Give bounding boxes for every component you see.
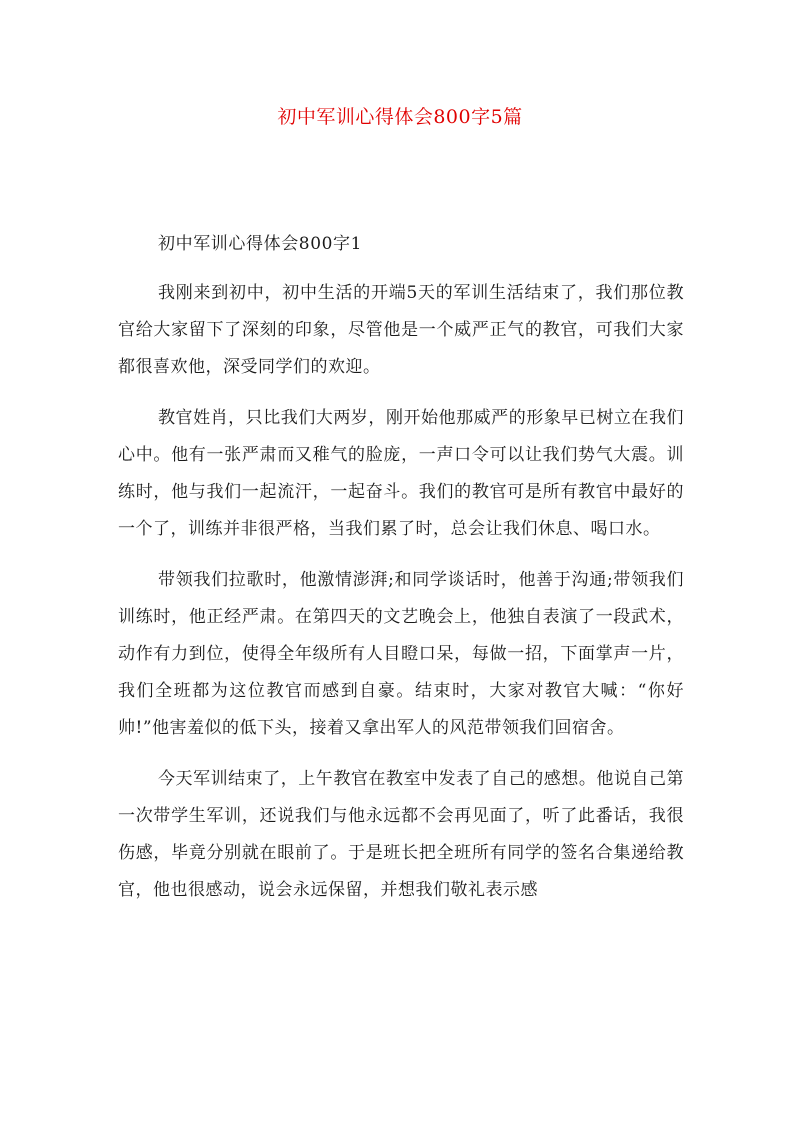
paragraph-1: 我刚来到初中，初中生活的开端5天的军训生活结束了，我们那位教官给大家留下了深刻的印象，尽管他是一个威严正气的教官，可我们大家都很喜欢他，深受同学们的欢迎。 — [118, 283, 684, 377]
paragraph-2: 教官姓肖，只比我们大两岁，刚开始他那威严的形象早已树立在我们心中。他有一张严肃而又稚气的脸庞，一声口令可以让我们势气大震。训练时，他与我们一起流汗，一起奋斗。我们的教官可是所有教官中最好的一个了，训练并非很严格，当我们累了时，总会让我们休息、喝口水。 — [118, 408, 684, 539]
document-title: 初中军训心得体会800字5篇 — [277, 106, 523, 128]
section-heading: 初中军训心得体会800字1 — [158, 234, 363, 254]
document-body — [118, 229, 684, 923]
paragraph-3: 带领我们拉歌时，他激情澎湃;和同学谈话时，他善于沟通;带领我们训练时，他正经严肃。在第四天的文艺晚会上，他独自表演了一段武术，动作有力到位，使得全年级所有人目瞪口呆，每做一招，下面掌声一片，我们全班都为这位教官而感到自豪。结束时，大家对教官大喊：“你好帅!”他害羞似的低下头，接着又拿出军人的风范带领我们回宿舍。 — [118, 570, 684, 738]
paragraph-4: 今天军训结束了，上午教官在教室中发表了自己的感想。他说自己第一次带学生军训，还说我们与他永远都不会再见面了，听了此番话，我很伤感，毕竟分别就在眼前了。于是班长把全班所有同学的签名合集递给教官，他也很感动，说会永远保留，并想我们敬礼表示感 — [118, 769, 684, 900]
